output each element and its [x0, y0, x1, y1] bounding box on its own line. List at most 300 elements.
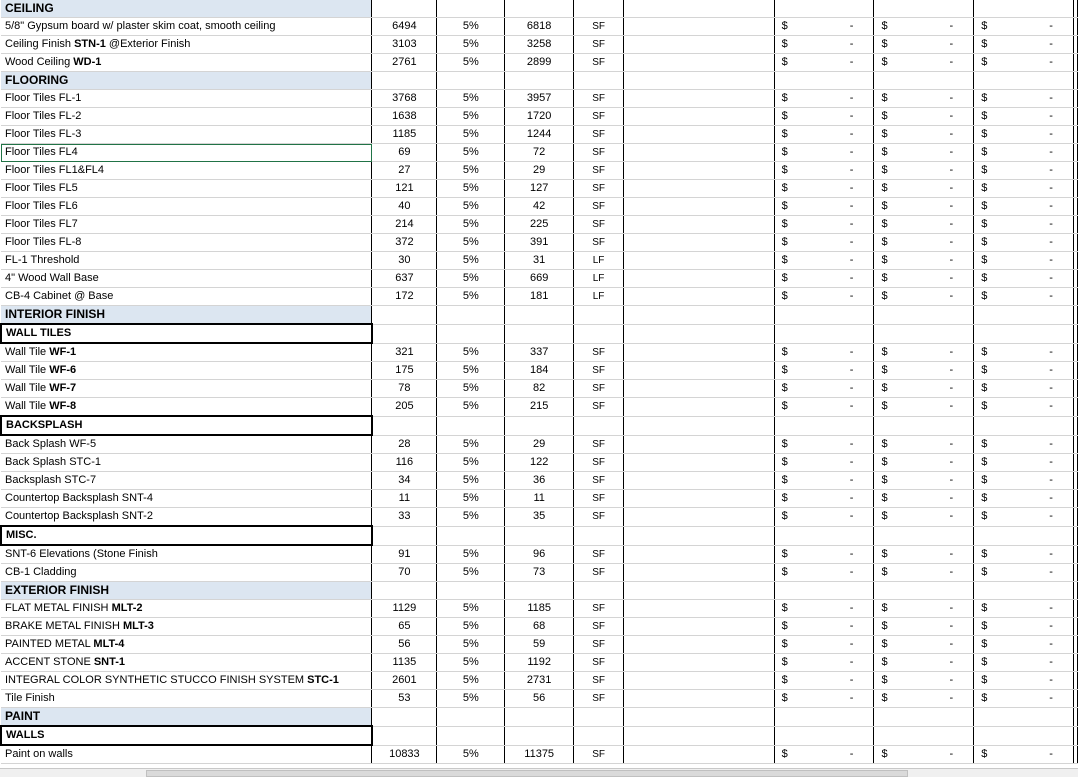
cost-cell-2[interactable] — [874, 545, 974, 564]
quantity-cell[interactable] — [372, 72, 437, 90]
cost-cell-3[interactable] — [974, 288, 1074, 306]
unit-cell[interactable]: SF — [574, 144, 624, 162]
cost-cell-3[interactable] — [974, 582, 1074, 600]
notes-cell[interactable] — [624, 234, 775, 252]
total-quantity-cell[interactable]: 1244 — [505, 126, 574, 144]
description-cell[interactable] — [1, 690, 372, 708]
unit-cell[interactable] — [574, 0, 624, 18]
description-cell[interactable] — [1, 343, 372, 362]
unit-cell[interactable] — [574, 726, 624, 745]
extra-cell[interactable] — [1073, 435, 1077, 454]
cost-cell-1[interactable] — [774, 362, 874, 380]
total-quantity-cell[interactable]: 225 — [505, 216, 574, 234]
extra-cell[interactable] — [1073, 270, 1077, 288]
total-quantity-cell[interactable]: 6818 — [505, 18, 574, 36]
cost-cell-1[interactable] — [774, 545, 874, 564]
description-cell[interactable] — [1, 582, 372, 600]
waste-cell[interactable]: 5% — [437, 90, 505, 108]
cost-cell-2[interactable] — [874, 398, 974, 417]
extra-cell[interactable] — [1073, 745, 1077, 764]
description-cell[interactable] — [1, 508, 372, 527]
cost-cell-2[interactable] — [874, 126, 974, 144]
cost-cell-2[interactable] — [874, 454, 974, 472]
cost-cell-2[interactable] — [874, 306, 974, 325]
cost-cell-1[interactable] — [774, 234, 874, 252]
description-cell[interactable] — [1, 454, 372, 472]
cost-cell-1[interactable] — [774, 564, 874, 582]
cost-cell-2[interactable] — [874, 343, 974, 362]
extra-cell[interactable] — [1073, 654, 1077, 672]
extra-cell[interactable] — [1073, 90, 1077, 108]
description-cell[interactable] — [1, 398, 372, 417]
cost-cell-3[interactable] — [974, 126, 1074, 144]
cost-cell-1[interactable] — [774, 636, 874, 654]
cost-cell-3[interactable] — [974, 708, 1074, 727]
cost-cell-3[interactable] — [974, 36, 1074, 54]
waste-cell[interactable] — [437, 324, 505, 343]
waste-cell[interactable] — [437, 708, 505, 727]
unit-cell[interactable]: SF — [574, 508, 624, 527]
cost-cell-1[interactable] — [774, 288, 874, 306]
extra-cell[interactable] — [1073, 108, 1077, 126]
waste-cell[interactable]: 5% — [437, 252, 505, 270]
cost-cell-2[interactable] — [874, 216, 974, 234]
total-quantity-cell[interactable]: 59 — [505, 636, 574, 654]
extra-cell[interactable] — [1073, 454, 1077, 472]
quantity-cell[interactable]: 121 — [372, 180, 437, 198]
unit-cell[interactable]: SF — [574, 216, 624, 234]
quantity-cell[interactable]: 372 — [372, 234, 437, 252]
extra-cell[interactable] — [1073, 234, 1077, 252]
unit-cell[interactable]: SF — [574, 490, 624, 508]
total-quantity-cell[interactable] — [505, 72, 574, 90]
cost-cell-3[interactable] — [974, 454, 1074, 472]
extra-cell[interactable] — [1073, 343, 1077, 362]
extra-cell[interactable] — [1073, 600, 1077, 618]
description-cell[interactable] — [1, 435, 372, 454]
waste-cell[interactable]: 5% — [437, 618, 505, 636]
notes-cell[interactable] — [624, 306, 775, 325]
cost-cell-1[interactable] — [774, 508, 874, 527]
cost-cell-1[interactable] — [774, 343, 874, 362]
total-quantity-cell[interactable]: 72 — [505, 144, 574, 162]
quantity-cell[interactable] — [372, 416, 437, 435]
description-cell[interactable] — [1, 0, 372, 18]
description-cell[interactable] — [1, 545, 372, 564]
notes-cell[interactable] — [624, 398, 775, 417]
waste-cell[interactable]: 5% — [437, 288, 505, 306]
description-cell[interactable] — [1, 90, 372, 108]
cost-cell-3[interactable] — [974, 545, 1074, 564]
notes-cell[interactable] — [624, 162, 775, 180]
quantity-cell[interactable]: 175 — [372, 362, 437, 380]
cost-cell-3[interactable] — [974, 54, 1074, 72]
description-cell[interactable] — [1, 672, 372, 690]
unit-cell[interactable]: LF — [574, 288, 624, 306]
description-cell[interactable] — [1, 472, 372, 490]
extra-cell[interactable] — [1073, 380, 1077, 398]
total-quantity-cell[interactable]: 35 — [505, 508, 574, 527]
unit-cell[interactable]: SF — [574, 36, 624, 54]
quantity-cell[interactable]: 33 — [372, 508, 437, 527]
cost-cell-2[interactable] — [874, 108, 974, 126]
notes-cell[interactable] — [624, 54, 775, 72]
extra-cell[interactable] — [1073, 564, 1077, 582]
cost-cell-1[interactable] — [774, 582, 874, 600]
cost-cell-3[interactable] — [974, 672, 1074, 690]
quantity-cell[interactable]: 172 — [372, 288, 437, 306]
unit-cell[interactable] — [574, 708, 624, 727]
unit-cell[interactable]: SF — [574, 162, 624, 180]
waste-cell[interactable]: 5% — [437, 162, 505, 180]
waste-cell[interactable]: 5% — [437, 54, 505, 72]
quantity-cell[interactable] — [372, 324, 437, 343]
total-quantity-cell[interactable]: 337 — [505, 343, 574, 362]
description-cell[interactable] — [1, 726, 372, 745]
waste-cell[interactable]: 5% — [437, 636, 505, 654]
extra-cell[interactable] — [1073, 162, 1077, 180]
notes-cell[interactable] — [624, 362, 775, 380]
total-quantity-cell[interactable] — [505, 324, 574, 343]
unit-cell[interactable]: SF — [574, 362, 624, 380]
waste-cell[interactable]: 5% — [437, 36, 505, 54]
cost-cell-1[interactable] — [774, 108, 874, 126]
total-quantity-cell[interactable]: 1720 — [505, 108, 574, 126]
cost-cell-3[interactable] — [974, 90, 1074, 108]
quantity-cell[interactable]: 69 — [372, 144, 437, 162]
cost-cell-2[interactable] — [874, 72, 974, 90]
cost-cell-2[interactable] — [874, 582, 974, 600]
extra-cell[interactable] — [1073, 398, 1077, 417]
cost-cell-1[interactable] — [774, 745, 874, 764]
waste-cell[interactable]: 5% — [437, 126, 505, 144]
description-cell[interactable] — [1, 618, 372, 636]
quantity-cell[interactable]: 10833 — [372, 745, 437, 764]
cost-cell-3[interactable] — [974, 252, 1074, 270]
waste-cell[interactable]: 5% — [437, 690, 505, 708]
cost-cell-1[interactable] — [774, 600, 874, 618]
cost-cell-2[interactable] — [874, 636, 974, 654]
cost-cell-1[interactable] — [774, 36, 874, 54]
cost-cell-3[interactable] — [974, 690, 1074, 708]
cost-cell-3[interactable] — [974, 416, 1074, 435]
total-quantity-cell[interactable] — [505, 726, 574, 745]
description-cell[interactable] — [1, 636, 372, 654]
description-cell[interactable] — [1, 180, 372, 198]
waste-cell[interactable]: 5% — [437, 362, 505, 380]
unit-cell[interactable]: SF — [574, 564, 624, 582]
waste-cell[interactable]: 5% — [437, 508, 505, 527]
total-quantity-cell[interactable] — [505, 582, 574, 600]
quantity-cell[interactable]: 65 — [372, 618, 437, 636]
cost-cell-3[interactable] — [974, 564, 1074, 582]
cost-cell-2[interactable] — [874, 324, 974, 343]
notes-cell[interactable] — [624, 618, 775, 636]
notes-cell[interactable] — [624, 380, 775, 398]
cost-cell-3[interactable] — [974, 324, 1074, 343]
unit-cell[interactable]: SF — [574, 672, 624, 690]
notes-cell[interactable] — [624, 726, 775, 745]
notes-cell[interactable] — [624, 198, 775, 216]
waste-cell[interactable] — [437, 0, 505, 18]
quantity-cell[interactable]: 40 — [372, 198, 437, 216]
unit-cell[interactable] — [574, 582, 624, 600]
extra-cell[interactable] — [1073, 618, 1077, 636]
notes-cell[interactable] — [624, 435, 775, 454]
cost-cell-2[interactable] — [874, 726, 974, 745]
cost-cell-3[interactable] — [974, 380, 1074, 398]
quantity-cell[interactable] — [372, 726, 437, 745]
notes-cell[interactable] — [624, 18, 775, 36]
description-cell[interactable] — [1, 144, 372, 162]
cost-cell-1[interactable] — [774, 672, 874, 690]
cost-cell-3[interactable] — [974, 234, 1074, 252]
unit-cell[interactable] — [574, 416, 624, 435]
cost-cell-3[interactable] — [974, 726, 1074, 745]
cost-cell-3[interactable] — [974, 508, 1074, 527]
extra-cell[interactable] — [1073, 180, 1077, 198]
cost-cell-2[interactable] — [874, 435, 974, 454]
description-cell[interactable] — [1, 526, 372, 545]
description-cell[interactable] — [1, 380, 372, 398]
cost-cell-2[interactable] — [874, 564, 974, 582]
waste-cell[interactable]: 5% — [437, 108, 505, 126]
waste-cell[interactable] — [437, 582, 505, 600]
total-quantity-cell[interactable]: 669 — [505, 270, 574, 288]
cost-cell-2[interactable] — [874, 18, 974, 36]
notes-cell[interactable] — [624, 252, 775, 270]
quantity-cell[interactable]: 1135 — [372, 654, 437, 672]
unit-cell[interactable]: SF — [574, 18, 624, 36]
waste-cell[interactable]: 5% — [437, 144, 505, 162]
unit-cell[interactable]: SF — [574, 54, 624, 72]
cost-cell-1[interactable] — [774, 380, 874, 398]
waste-cell[interactable]: 5% — [437, 472, 505, 490]
cost-cell-3[interactable] — [974, 362, 1074, 380]
quantity-cell[interactable]: 637 — [372, 270, 437, 288]
cost-cell-2[interactable] — [874, 690, 974, 708]
total-quantity-cell[interactable]: 127 — [505, 180, 574, 198]
description-cell[interactable] — [1, 270, 372, 288]
extra-cell[interactable] — [1073, 526, 1077, 545]
extra-cell[interactable] — [1073, 144, 1077, 162]
waste-cell[interactable]: 5% — [437, 564, 505, 582]
unit-cell[interactable]: SF — [574, 198, 624, 216]
unit-cell[interactable] — [574, 526, 624, 545]
cost-cell-3[interactable] — [974, 600, 1074, 618]
cost-cell-1[interactable] — [774, 180, 874, 198]
extra-cell[interactable] — [1073, 252, 1077, 270]
cost-cell-1[interactable] — [774, 490, 874, 508]
cost-cell-1[interactable] — [774, 90, 874, 108]
extra-cell[interactable] — [1073, 126, 1077, 144]
total-quantity-cell[interactable]: 181 — [505, 288, 574, 306]
cost-cell-2[interactable] — [874, 416, 974, 435]
quantity-cell[interactable] — [372, 0, 437, 18]
quantity-cell[interactable]: 3103 — [372, 36, 437, 54]
unit-cell[interactable]: SF — [574, 126, 624, 144]
cost-cell-3[interactable] — [974, 162, 1074, 180]
extra-cell[interactable] — [1073, 54, 1077, 72]
description-cell[interactable] — [1, 216, 372, 234]
notes-cell[interactable] — [624, 454, 775, 472]
notes-cell[interactable] — [624, 324, 775, 343]
total-quantity-cell[interactable]: 31 — [505, 252, 574, 270]
notes-cell[interactable] — [624, 600, 775, 618]
extra-cell[interactable] — [1073, 582, 1077, 600]
quantity-cell[interactable]: 1638 — [372, 108, 437, 126]
cost-cell-2[interactable] — [874, 672, 974, 690]
cost-cell-1[interactable] — [774, 162, 874, 180]
quantity-cell[interactable]: 321 — [372, 343, 437, 362]
cost-cell-3[interactable] — [974, 435, 1074, 454]
cost-cell-2[interactable] — [874, 162, 974, 180]
unit-cell[interactable]: SF — [574, 618, 624, 636]
extra-cell[interactable] — [1073, 690, 1077, 708]
quantity-cell[interactable] — [372, 582, 437, 600]
cost-cell-3[interactable] — [974, 636, 1074, 654]
cost-cell-1[interactable] — [774, 435, 874, 454]
total-quantity-cell[interactable]: 42 — [505, 198, 574, 216]
quantity-cell[interactable]: 205 — [372, 398, 437, 417]
cost-cell-1[interactable] — [774, 618, 874, 636]
extra-cell[interactable] — [1073, 708, 1077, 727]
waste-cell[interactable]: 5% — [437, 490, 505, 508]
cost-cell-1[interactable] — [774, 0, 874, 18]
notes-cell[interactable] — [624, 90, 775, 108]
waste-cell[interactable]: 5% — [437, 18, 505, 36]
cost-cell-2[interactable] — [874, 234, 974, 252]
quantity-cell[interactable]: 2601 — [372, 672, 437, 690]
notes-cell[interactable] — [624, 343, 775, 362]
unit-cell[interactable]: SF — [574, 435, 624, 454]
cost-cell-1[interactable] — [774, 416, 874, 435]
waste-cell[interactable]: 5% — [437, 216, 505, 234]
cost-cell-1[interactable] — [774, 270, 874, 288]
extra-cell[interactable] — [1073, 36, 1077, 54]
quantity-cell[interactable]: 3768 — [372, 90, 437, 108]
notes-cell[interactable] — [624, 180, 775, 198]
total-quantity-cell[interactable]: 11375 — [505, 745, 574, 764]
quantity-cell[interactable]: 116 — [372, 454, 437, 472]
extra-cell[interactable] — [1073, 18, 1077, 36]
cost-cell-2[interactable] — [874, 380, 974, 398]
total-quantity-cell[interactable]: 29 — [505, 435, 574, 454]
unit-cell[interactable] — [574, 324, 624, 343]
waste-cell[interactable]: 5% — [437, 435, 505, 454]
notes-cell[interactable] — [624, 36, 775, 54]
cost-cell-1[interactable] — [774, 726, 874, 745]
total-quantity-cell[interactable]: 3258 — [505, 36, 574, 54]
extra-cell[interactable] — [1073, 472, 1077, 490]
cost-cell-2[interactable] — [874, 270, 974, 288]
extra-cell[interactable] — [1073, 726, 1077, 745]
total-quantity-cell[interactable]: 82 — [505, 380, 574, 398]
description-cell[interactable] — [1, 252, 372, 270]
extra-cell[interactable] — [1073, 672, 1077, 690]
quantity-cell[interactable] — [372, 708, 437, 727]
unit-cell[interactable]: SF — [574, 380, 624, 398]
extra-cell[interactable] — [1073, 72, 1077, 90]
description-cell[interactable] — [1, 654, 372, 672]
notes-cell[interactable] — [624, 288, 775, 306]
cost-cell-1[interactable] — [774, 324, 874, 343]
description-cell[interactable] — [1, 162, 372, 180]
notes-cell[interactable] — [624, 545, 775, 564]
description-cell[interactable] — [1, 126, 372, 144]
cost-cell-2[interactable] — [874, 0, 974, 18]
cost-cell-3[interactable] — [974, 343, 1074, 362]
cost-cell-1[interactable] — [774, 54, 874, 72]
cost-cell-1[interactable] — [774, 18, 874, 36]
total-quantity-cell[interactable]: 184 — [505, 362, 574, 380]
waste-cell[interactable] — [437, 726, 505, 745]
notes-cell[interactable] — [624, 636, 775, 654]
notes-cell[interactable] — [624, 270, 775, 288]
total-quantity-cell[interactable]: 122 — [505, 454, 574, 472]
cost-cell-2[interactable] — [874, 252, 974, 270]
unit-cell[interactable]: SF — [574, 180, 624, 198]
waste-cell[interactable]: 5% — [437, 545, 505, 564]
extra-cell[interactable] — [1073, 416, 1077, 435]
cost-cell-3[interactable] — [974, 198, 1074, 216]
cost-cell-2[interactable] — [874, 600, 974, 618]
quantity-cell[interactable] — [372, 306, 437, 325]
waste-cell[interactable]: 5% — [437, 745, 505, 764]
extra-cell[interactable] — [1073, 490, 1077, 508]
quantity-cell[interactable]: 28 — [372, 435, 437, 454]
waste-cell[interactable] — [437, 526, 505, 545]
cost-cell-2[interactable] — [874, 180, 974, 198]
notes-cell[interactable] — [624, 108, 775, 126]
quantity-cell[interactable]: 6494 — [372, 18, 437, 36]
cost-cell-1[interactable] — [774, 306, 874, 325]
notes-cell[interactable] — [624, 564, 775, 582]
cost-cell-3[interactable] — [974, 306, 1074, 325]
horizontal-scrollbar[interactable] — [0, 768, 1078, 777]
extra-cell[interactable] — [1073, 0, 1077, 18]
cost-cell-2[interactable] — [874, 36, 974, 54]
quantity-cell[interactable]: 56 — [372, 636, 437, 654]
description-cell[interactable] — [1, 745, 372, 764]
cost-cell-1[interactable] — [774, 472, 874, 490]
unit-cell[interactable]: SF — [574, 234, 624, 252]
unit-cell[interactable]: SF — [574, 600, 624, 618]
waste-cell[interactable]: 5% — [437, 398, 505, 417]
cost-cell-2[interactable] — [874, 745, 974, 764]
cost-cell-1[interactable] — [774, 252, 874, 270]
quantity-cell[interactable]: 1185 — [372, 126, 437, 144]
cost-cell-3[interactable] — [974, 270, 1074, 288]
cost-cell-3[interactable] — [974, 18, 1074, 36]
quantity-cell[interactable]: 34 — [372, 472, 437, 490]
quantity-cell[interactable]: 1129 — [372, 600, 437, 618]
total-quantity-cell[interactable] — [505, 416, 574, 435]
unit-cell[interactable]: SF — [574, 690, 624, 708]
notes-cell[interactable] — [624, 144, 775, 162]
notes-cell[interactable] — [624, 416, 775, 435]
notes-cell[interactable] — [624, 472, 775, 490]
unit-cell[interactable]: SF — [574, 745, 624, 764]
cost-cell-2[interactable] — [874, 618, 974, 636]
cost-cell-2[interactable] — [874, 708, 974, 727]
waste-cell[interactable]: 5% — [437, 672, 505, 690]
description-cell[interactable] — [1, 288, 372, 306]
total-quantity-cell[interactable] — [505, 526, 574, 545]
unit-cell[interactable]: SF — [574, 398, 624, 417]
description-cell[interactable] — [1, 198, 372, 216]
cost-cell-1[interactable] — [774, 126, 874, 144]
